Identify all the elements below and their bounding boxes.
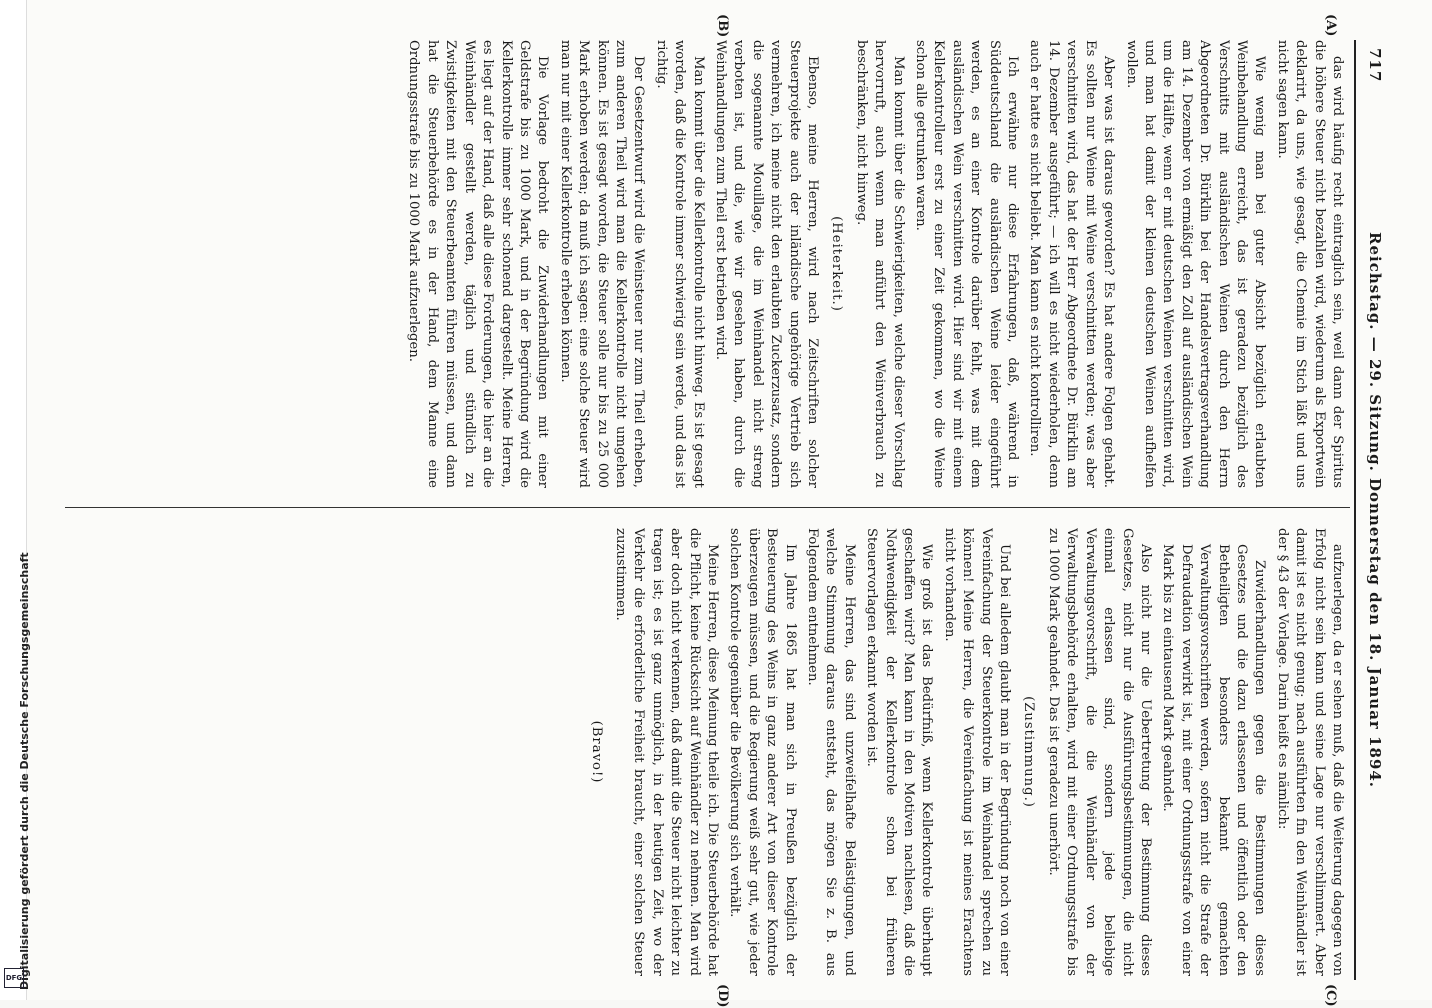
paragraph: Aber was ist daraus geworden? Es hat andere Folgen gehabt. Es sollten nur Weine mit Weine verschnitten werden; was aber verschnitten wird, das hat der Herr Abgeordnete Dr. Bürklin am 14. Dezember ausgeführt; — ich will es nicht wiederholen, denn auch er hatte es nicht beliebt. Man kann es nicht kontrolliren.	[1027, 40, 1117, 488]
paragraph: Zuwiderhandlungen gegen die Bestimmungen dieses Gesetzes und die dazu erlassenen und öffentlich oder den Betheiligten besonders bekannt gemachten Verwaltungsvorschriften werden, sofern nicht die Strafe der Defraudation verwirkt ist, mit einer Ordnungsstrafe von einer Mark bis zu eintausend Mark geahndet.	[1160, 544, 1268, 976]
paragraph: Die Vorlage bedroht die Zuwiderhandlungen mit einer Geldstrafe bis zu 1000 Mark, und in der Begründung wird die Kellerkontrolle immer sehr schonend dargestellt. Meine Herren, es liegt auf der Hand, daß alle diese Forderungen, die hier an die Weinhändler gestellt werden, täglich und stündlich zu Zwistigkeiten mit den Steuerbeamten führen müssen, und dann hat die Steuerbehörde es in der Hand, dem Manne eine Ordnungsstrafe bis zu 1000 Mark aufzuerlegen.	[406, 40, 551, 488]
page-title: Reichstag. — 29. Sitzung. Donnerstag den 18. Januar 1894.	[1366, 231, 1384, 789]
right-column	[66, 528, 1346, 976]
paragraph: das wird häufig recht eintraglich sein, weil dann der Spiritus die höhere Steuer nicht bezahlen wird, wiederum als Exportwein deklarirt, da uns, wie gesagt, die Chemie im Stich läßt und uns nicht sagen kann.	[1274, 40, 1345, 488]
paragraph: Der Gesetzentwurf wird die Weinsteuer nur zum Theil erheben, zum anderen Theil wird man die Kellerkontrolle nicht umgehen können. Es ist gesagt worden, die Steuer solle nur bis zu 25 000 Mark erhoben werden; da muß ich sagen: eine solche Steuer wird man nur mit einer Kellerkontrolle erheben können.	[557, 40, 647, 488]
rotated-sheet	[60, 14, 1390, 1008]
dfg-logo: DFG	[4, 968, 24, 988]
paragraph: Ebenso, meine Herren, wird nach Zeitschriften solcher Steuerprojekte auch der inländische ungehörige Vertrieb sich vermehren, ich meine nicht den erlaubten Zuckerzusatz, sondern die sogenannte Mouillage, die im Weinhandel nicht streng verboten ist, und die, wie wir gesehen haben, durch die Weinhandlungen zum Theil erst betrieben wird.	[713, 40, 821, 488]
paragraph: Man kommt über die Kellerkontrolle nicht hinweg. Es ist gesagt worden, daß die Kontrole immer schwierig sein werde, und das ist richtig.	[653, 40, 706, 488]
margin-mark-a: (A)	[1323, 14, 1338, 37]
paragraph: Also nicht nur die Uebertretung der Bestimmung dieses Gesetzes, nicht nur die Ausführungsbestimmungen, die nicht einmal erlassen sind, sondern jede beliebige Verwaltungsvorschrift, die die Weinhändler von der Verwaltungsbehörde erhalten, wird mit einer Ordnungsstrafe bis zu 1000 Mark geahndet. Das ist geradezu unerhört.	[1045, 528, 1153, 976]
paragraph: Und bei alledem glaubt man in der Begründung noch von einer Vereinfachung der Steuerkontrole im Weinhandel sprechen zu können! Meine Herren, die Vereinfachung ist meines Erachtens nicht vorhanden.	[941, 528, 1013, 976]
paragraph: Meine Herren, das sind unzweifelhafte Belästigungen, und welche Stimmung daraus entsteht, das mögen Sie z. B. aus Folgendem entnehmen.	[805, 528, 857, 976]
interjection: (Heiterkeit.)	[829, 216, 845, 312]
margin-mark-b: (B)	[715, 14, 730, 38]
left-column	[66, 40, 1346, 488]
paragraph: Wie groß ist das Bedürfniß, wenn Kellerkontrole überhaupt geschaffen wird? Man kann in den Motiven nachlesen, daß die Nothwendigkeit der Kellerkontrole schon bei früheren Steuervorlagen erkannt worden ist.	[864, 528, 935, 976]
paragraph: Wie wenig man bei guter Absicht bezüglich erlaubten Weinbehandlung erreicht, das ist geradezu bezüglich des Verschnitts mit ausländischen Weinen durch den Herrn Abgeordneten Dr. Bürklin bei der Handelsvertragsverhandlung am 14. Dezember von ermäßigt den Zoll auf ausländischen Wein um die Hälfte, wenn er mit deutschen Weinen verschnitten wird, und man hat damit der kleinen deutschen Weinen aufhelfen wollen.	[1123, 40, 1268, 488]
margin-mark-c: (C)	[1323, 984, 1338, 1007]
margin-mark-d: (D)	[715, 984, 730, 1008]
paragraph: Man kommt über die Schwierigkeiten, welche dieser Vorschlag hervorruft, auch wenn man anführt den Weinverbrauch zu beschränken, nicht hinweg.	[853, 40, 906, 488]
running-header	[1354, 40, 1390, 980]
closing-interjection: (Bravo!)	[588, 720, 604, 784]
paragraph: aufzuerlegen, da er sehen muß, daß die Weiterung dagegen von Erfolg nicht sein kann und seine Lage nur verschlimmert. Aber damit ist es nicht genug; nach ausführten fin den Weinhändler ist der § 43 der Vorlage. Darin heißt es nämlich:	[1274, 528, 1345, 976]
paragraph: Im Jahre 1865 hat man sich in Preußen bezüglich der Besteuerung des Weins in ganz anderer Art von dieser Kontrole überzeugen müssen, und die Regierung weiß sehr gut, wie jeder solchen Kontrole gegenüber die Bevölkerung sich verhält.	[727, 528, 798, 976]
digitization-footer	[0, 0, 31, 1000]
page-number: 717	[1366, 48, 1384, 83]
paragraph: Meine Herren, diese Meinung theile ich. Die Steuerbehörde hat die Pflicht, keine Rücksicht auf Weinhändler zu nehmen. Man wird aber doch nicht verkennen, daß damit die Steuer nicht leichter zu tragen ist; es ist ganz unmöglich, in der heutigen Zeit, wo der Verkehr die erforderliche Freiheit braucht, einer solchen Steuer zuzustimmen.	[612, 528, 720, 976]
interjection: (Zustimmung.)	[1021, 696, 1037, 808]
paragraph: Ich erwähne nur diese Erfahrungen, daß, während in Süddeutschland die ausländischen Weine leider eingeführt werden, es an einer Kontrole darüber fehlt, was mit dem ausländischen Wein verschnitten wird. Hier sind wir mit einem Kellerkontrolleur erst zu einer Zeit gekommen, wo die Weine schon alle getrunken waren.	[913, 40, 1021, 488]
digitization-note: Digitalisierung gefördert durch die Deutsche Forschungsgemeinschaft	[18, 552, 31, 990]
column-divider	[65, 507, 1350, 508]
